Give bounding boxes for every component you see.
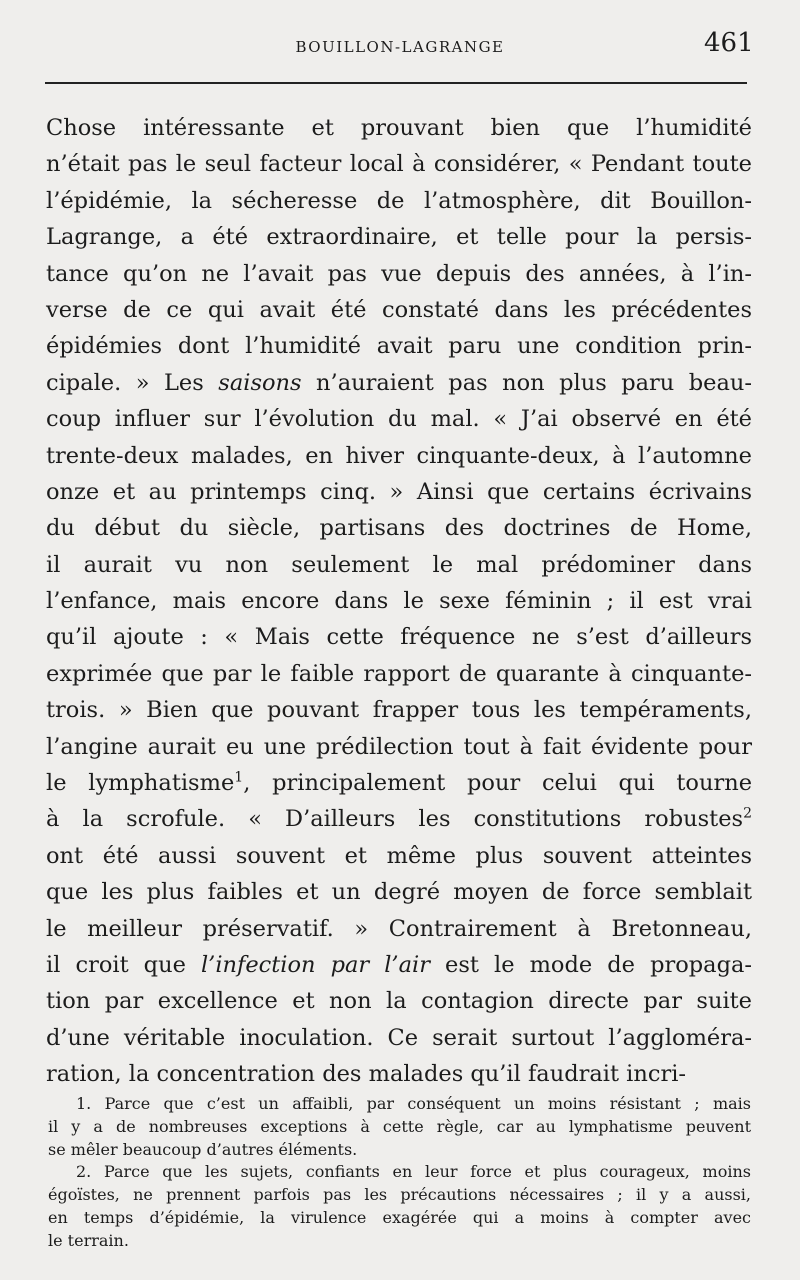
text-line: trois. » Bien que pouvant frapper tous les tempéraments,: [46, 697, 752, 724]
text-line: d’une véritable inoculation. Ce serait surtout l’aggloméra-: [46, 1024, 752, 1051]
text-run: à la scrofule. « D’ailleurs les constitutions robustes: [46, 806, 744, 833]
text-line: onze et au printemps cinq. » Ainsi que certains écrivains: [46, 478, 752, 505]
text-line: épidémies dont l’humidité avait paru une condition prin-: [46, 333, 752, 360]
footnote-ref[interactable]: 2: [743, 805, 752, 822]
text-line: n’était pas le seul facteur local à considérer, « Pendant toute: [46, 151, 752, 178]
text-line: que les plus faibles et un degré moyen de force semblait: [46, 879, 752, 906]
text-run: n’auraient pas non plus paru beau-: [301, 369, 752, 396]
text-line: Lagrange, a été extraordinaire, et telle pour la persis-: [46, 224, 752, 251]
footnote-line: 1. Parce que c’est un affaibli, par conséquent un moins résistant ; mais: [76, 1094, 751, 1113]
italic-text: l’infection par l’air: [200, 951, 430, 978]
text-line: l’angine aurait eu une prédilection tout à fait évidente pour: [46, 733, 752, 760]
footnote-ref[interactable]: 1: [234, 769, 244, 786]
text-line: [46, 365, 752, 401]
text-line: [46, 801, 752, 837]
body-text: [46, 110, 752, 1093]
footnote-line: 2. Parce que les sujets, confiants en leur force et plus courageux, moins: [76, 1162, 751, 1182]
running-head: BOUILLON-LAGRANGE: [295, 38, 505, 56]
text-line: verse de ce qui avait été constaté dans les précédentes: [46, 296, 752, 323]
text-line: il aurait vu non seulement le mal prédominer dans: [46, 551, 752, 578]
footnote-2: [48, 1161, 751, 1252]
footnote-line: se mêler beaucoup d’autres éléments.: [48, 1139, 358, 1159]
text-line: tance qu’on ne l’avait pas vue depuis des années, à l’in-: [46, 260, 752, 287]
text-line: trente-deux malades, en hiver cinquante-deux, à l’automne: [46, 442, 752, 469]
text-line: l’enfance, mais encore dans le sexe féminin ; il est vrai: [46, 588, 752, 615]
text-line: tion par excellence et non la contagion directe par suite: [46, 988, 752, 1015]
footnotes: [48, 1093, 751, 1253]
footnote-line: le terrain.: [48, 1230, 129, 1250]
text-run: est le mode de propaga-: [429, 951, 753, 978]
text-run: cipale. » Les: [46, 369, 219, 396]
text-line: Chose intéressante et prouvant bien que l’humidité: [46, 115, 752, 141]
text-line: [46, 765, 752, 801]
text-run: il croit que: [46, 951, 201, 978]
italic-text: saisons: [218, 369, 302, 396]
text-line: ont été aussi souvent et même plus souvent atteintes: [46, 842, 752, 869]
text-line: coup influer sur l’évolution du mal. « J’ai observé en été: [46, 406, 752, 433]
text-line: le meilleur préservatif. » Contrairement à Bretonneau,: [46, 915, 752, 942]
page-header: [0, 28, 800, 68]
text-run: , principalement pour celui qui tourne: [243, 770, 753, 797]
text-line: du début du siècle, partisans des doctrines de Home,: [46, 515, 752, 542]
text-run: le lymphatisme: [46, 770, 235, 797]
text-line: [46, 947, 752, 983]
footnote-line: il y a de nombreuses exceptions à cette règle, car au lymphatisme peuvent: [48, 1116, 751, 1136]
text-line: l’épidémie, la sécheresse de l’atmosphère, dit Bouillon-: [46, 187, 752, 214]
footnote-line: égoïstes, ne prennent parfois pas les précautions nécessaires ; il y a aussi,: [48, 1185, 751, 1205]
footnote-line: en temps d’épidémie, la virulence exagérée qui a moins à compter avec: [48, 1207, 751, 1227]
footnote-1: [48, 1093, 751, 1161]
page-number: 461: [704, 28, 754, 58]
text-line: qu’il ajoute : « Mais cette fréquence ne s’est d’ailleurs: [46, 624, 752, 651]
header-rule: [45, 82, 747, 84]
text-line: ration, la concentration des malades qu’il faudrait incri-: [46, 1061, 687, 1088]
text-line: exprimée que par le faible rapport de quarante à cinquante-: [46, 660, 752, 687]
